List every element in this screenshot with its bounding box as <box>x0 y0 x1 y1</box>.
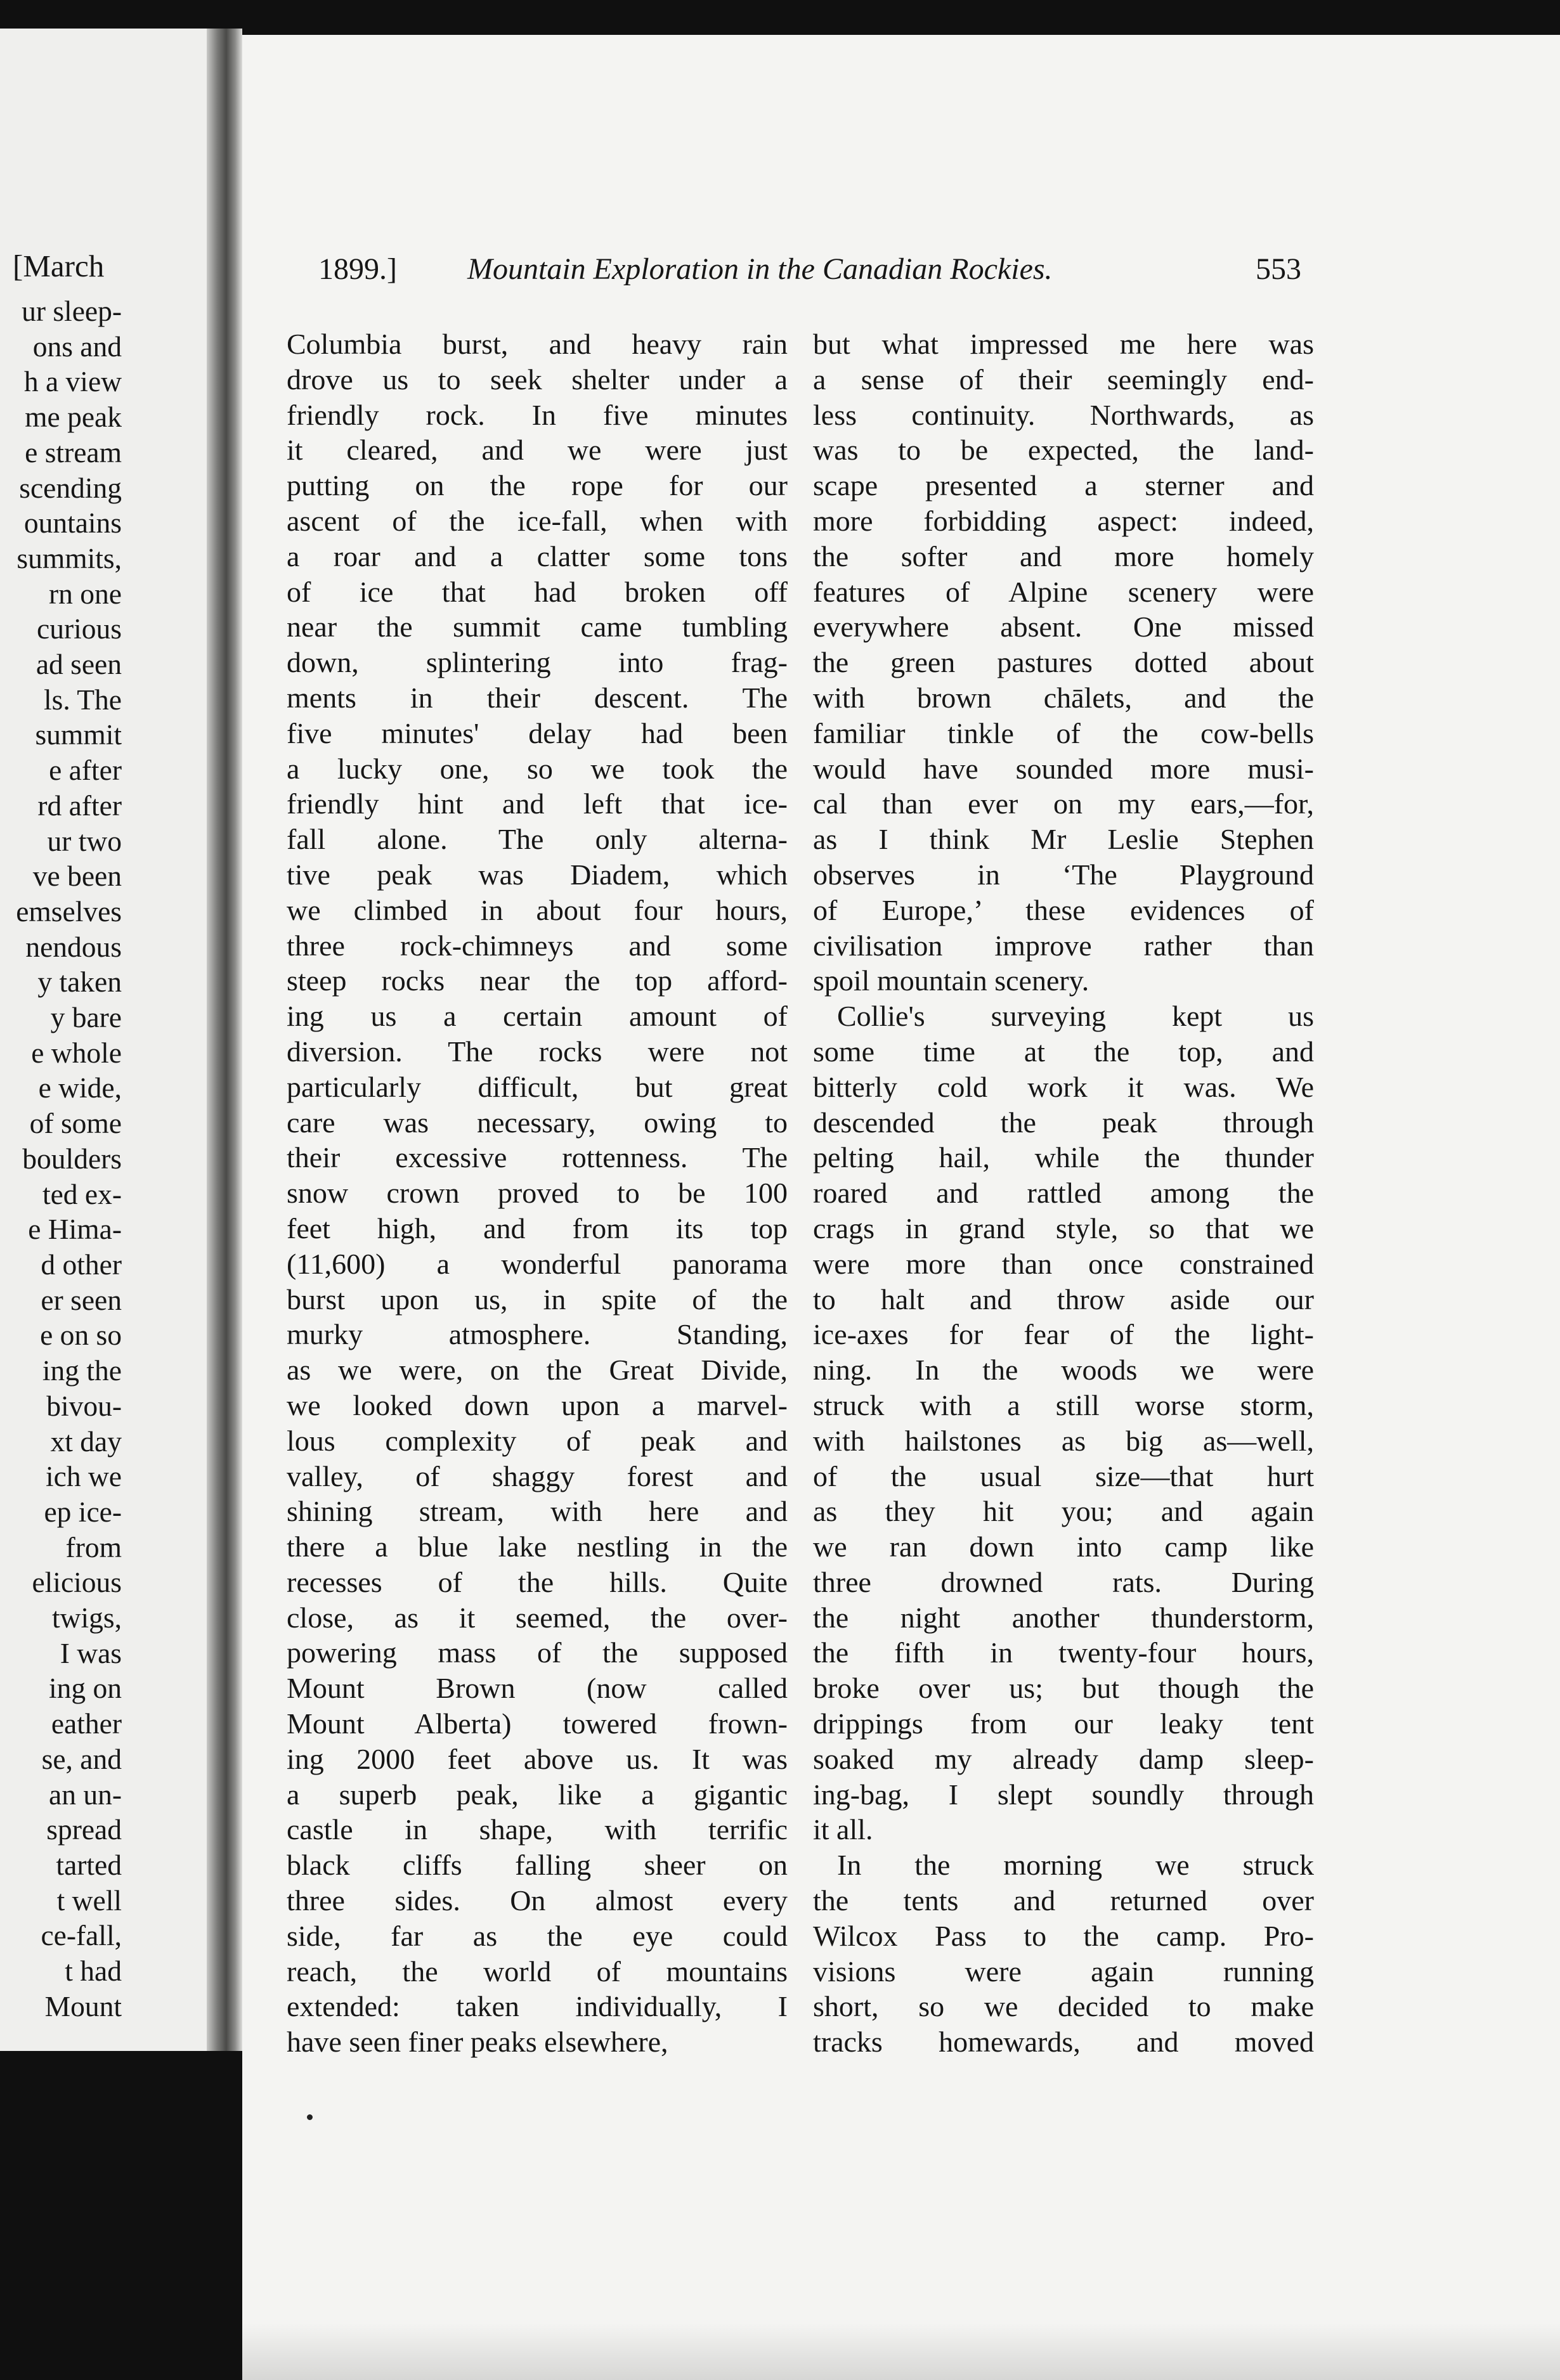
page-shadow <box>242 2323 1560 2380</box>
text-line: roared and rattled among the <box>813 1177 1314 1210</box>
text-line: twigs, <box>52 1601 122 1634</box>
text-line: close, as it seemed, the over- <box>287 1601 788 1634</box>
text-line: there a blue lake nestling in the <box>287 1530 788 1563</box>
text-line: a sense of their seemingly end- <box>813 363 1314 396</box>
running-head-year: 1899.] <box>318 252 397 286</box>
text-line: ich we <box>45 1460 122 1493</box>
text-line: with hailstones as big as—well, <box>813 1424 1314 1457</box>
text-line: Columbia burst, and heavy rain <box>287 328 788 360</box>
text-line: civilisation improve rather than <box>813 929 1314 962</box>
text-line: from <box>65 1530 122 1563</box>
text-line: ur two <box>47 824 122 857</box>
text-line: a lucky one, so we took the <box>287 752 788 785</box>
text-line: summit <box>35 718 122 751</box>
page-number: 553 <box>1256 252 1301 286</box>
text-line: three drowned rats. During <box>813 1565 1314 1598</box>
text-line: d other <box>41 1248 122 1281</box>
text-line: summits, <box>16 541 122 574</box>
text-line: of some <box>29 1107 122 1140</box>
text-line: e stream <box>25 436 122 469</box>
text-line: burst upon us, in spite of the <box>287 1283 788 1316</box>
text-line: some time at the top, and <box>813 1035 1314 1068</box>
text-line: snow crown proved to be 100 <box>287 1177 788 1210</box>
text-line: familiar tinkle of the cow-bells <box>813 716 1314 749</box>
text-line: eather <box>51 1707 122 1740</box>
text-line: ls. The <box>43 683 122 716</box>
text-line: particularly difficult, but great <box>287 1070 788 1103</box>
text-line: elicious <box>32 1566 122 1599</box>
text-line: with brown chālets, and the <box>813 681 1314 714</box>
text-line: we ran down into camp like <box>813 1530 1314 1563</box>
text-line: broke over us; but though the <box>813 1672 1314 1705</box>
text-line: descended the peak through <box>813 1106 1314 1139</box>
text-line: ascent of the ice-fall, when with <box>287 504 788 537</box>
text-line: ce-fall, <box>41 1919 122 1952</box>
text-line: features of Alpine scenery were <box>813 575 1314 608</box>
text-line: Wilcox Pass to the camp. Pro- <box>813 1919 1314 1952</box>
text-line: was to be expected, the land- <box>813 434 1314 467</box>
text-line: reach, the world of mountains <box>287 1955 788 1988</box>
text-line: drove us to seek shelter under a <box>287 363 788 396</box>
text-line: powering mass of the supposed <box>287 1636 788 1669</box>
running-head-title: Mountain Exploration in the Canadian Rockies. <box>467 252 1053 286</box>
text-line: ing 2000 feet above us. It was <box>287 1742 788 1775</box>
text-line: of Europe,’ these evidences of <box>813 893 1314 926</box>
text-line: bitterly cold work it was. We <box>813 1070 1314 1103</box>
text-line: cal than ever on my ears,—for, <box>813 787 1314 820</box>
text-line: t had <box>65 1955 122 1988</box>
text-line: curious <box>37 612 122 645</box>
text-line: ing-bag, I slept soundly through <box>813 1778 1314 1811</box>
text-line: to halt and throw aside our <box>813 1283 1314 1316</box>
text-line: we looked down upon a marvel- <box>287 1388 788 1421</box>
text-line: it all. <box>813 1813 873 1846</box>
text-line: a superb peak, like a gigantic <box>287 1778 788 1811</box>
text-line: everywhere absent. One missed <box>813 611 1314 644</box>
text-line: e on so <box>40 1319 122 1352</box>
text-line: side, far as the eye could <box>287 1919 788 1952</box>
text-column-right <box>813 327 1314 2060</box>
text-line: putting on the rope for our <box>287 469 788 502</box>
text-line: ning. In the woods we were <box>813 1354 1314 1387</box>
text-line: their excessive rottenness. The <box>287 1141 788 1174</box>
text-line: scape presented a sterner and <box>813 469 1314 502</box>
text-line: as they hit you; and again <box>813 1495 1314 1528</box>
text-line: recesses of the hills. Quite <box>287 1565 788 1598</box>
text-line: tive peak was Diadem, which <box>287 858 788 891</box>
text-line: pelting hail, while the thunder <box>813 1141 1314 1174</box>
text-line: e wide, <box>38 1071 122 1104</box>
text-line: three sides. On almost every <box>287 1884 788 1917</box>
text-line: boulders <box>22 1142 122 1175</box>
text-line: I was <box>60 1636 122 1669</box>
text-line: se, and <box>41 1742 122 1775</box>
text-line: t well <box>56 1884 122 1917</box>
text-line: ments in their descent. The <box>287 681 788 714</box>
text-line: shining stream, with here and <box>287 1495 788 1528</box>
text-line: have seen finer peaks elsewhere, <box>287 2026 668 2059</box>
book-gutter <box>207 29 242 2051</box>
text-line: ve been <box>32 860 122 893</box>
text-line: Mount <box>44 1989 122 2022</box>
text-line: tarted <box>56 1848 122 1881</box>
text-line: h a view <box>23 365 122 398</box>
text-line: more forbidding aspect: indeed, <box>813 504 1314 537</box>
page-553 <box>242 35 1560 2380</box>
text-line: nendous <box>25 930 122 963</box>
ink-speck <box>307 2114 313 2120</box>
text-line: spoil mountain scenery. <box>813 964 1089 997</box>
text-line: drippings from our leaky tent <box>813 1707 1314 1740</box>
text-line: valley, of shaggy forest and <box>287 1459 788 1492</box>
text-line: scending <box>19 471 122 504</box>
text-line: the tents and returned over <box>813 1884 1314 1917</box>
text-line: struck with a still worse storm, <box>813 1388 1314 1421</box>
text-line: but what impressed me here was <box>813 328 1314 360</box>
text-line: bivou- <box>46 1389 122 1422</box>
text-line: ice-axes for fear of the light- <box>813 1318 1314 1351</box>
text-line: less continuity. Northwards, as <box>813 398 1314 431</box>
text-line: ing us a certain amount of <box>287 1000 788 1033</box>
text-line: as we were, on the Great Divide, <box>287 1354 788 1387</box>
text-line: the night another thunderstorm, <box>813 1601 1314 1634</box>
text-line: of the usual size—that hurt <box>813 1459 1314 1492</box>
text-line: would have sounded more musi- <box>813 752 1314 785</box>
text-line: of ice that had broken off <box>287 575 788 608</box>
text-line: ing the <box>42 1354 122 1387</box>
left-page-header: [March <box>13 249 105 283</box>
text-line: ad seen <box>36 648 122 681</box>
text-line: friendly rock. In five minutes <box>287 398 788 431</box>
text-line: five minutes' delay had been <box>287 716 788 749</box>
text-line: (11,600) a wonderful panorama <box>287 1247 788 1280</box>
text-line: the fifth in twenty-four hours, <box>813 1636 1314 1669</box>
text-line: black cliffs falling sheer on <box>287 1849 788 1882</box>
text-line: er seen <box>41 1283 122 1316</box>
text-line: e Hima- <box>28 1213 122 1246</box>
text-line: feet high, and from its top <box>287 1212 788 1245</box>
text-line: care was necessary, owing to <box>287 1106 788 1139</box>
text-line: spread <box>46 1813 122 1846</box>
text-line: diversion. The rocks were not <box>287 1035 788 1068</box>
text-line: extended: taken individually, I <box>287 1990 788 2023</box>
text-line: an un- <box>49 1778 122 1811</box>
text-line: rn one <box>49 577 122 610</box>
text-line: ur sleep- <box>22 295 122 327</box>
text-line: e whole <box>31 1036 122 1069</box>
text-line: we climbed in about four hours, <box>287 893 788 926</box>
text-line: ep ice- <box>44 1495 122 1528</box>
text-column-left <box>287 327 788 2060</box>
text-line: ons and <box>32 330 122 363</box>
text-line: y bare <box>50 1001 122 1034</box>
text-line: friendly hint and left that ice- <box>287 787 788 820</box>
text-line: as I think Mr Leslie Stephen <box>813 823 1314 856</box>
running-head <box>318 252 1301 296</box>
text-line: castle in shape, with terrific <box>287 1813 788 1846</box>
text-line: short, so we decided to make <box>813 1990 1314 2023</box>
text-line: y taken <box>37 966 122 999</box>
text-line: emselves <box>16 895 122 928</box>
text-line: the softer and more homely <box>813 540 1314 572</box>
text-line: steep rocks near the top afford- <box>287 964 788 997</box>
text-line: Collie's surveying kept us <box>837 1000 1314 1033</box>
text-line: xt day <box>50 1425 122 1458</box>
text-line: near the summit came tumbling <box>287 611 788 644</box>
text-line: visions were again running <box>813 1955 1314 1988</box>
text-line: ted ex- <box>42 1177 122 1210</box>
text-line: In the morning we struck <box>837 1849 1314 1882</box>
text-line: the green pastures dotted about <box>813 646 1314 679</box>
left-page-text <box>16 294 122 2024</box>
text-line: Mount Alberta) towered frown- <box>287 1707 788 1740</box>
text-line: Mount Brown (now called <box>287 1672 788 1705</box>
text-line: me peak <box>25 401 122 434</box>
text-line: were more than once constrained <box>813 1247 1314 1280</box>
text-line: murky atmosphere. Standing, <box>287 1318 788 1351</box>
text-line: crags in grand style, so that we <box>813 1212 1314 1245</box>
text-line: down, splintering into frag- <box>287 646 788 679</box>
text-line: three rock-chimneys and some <box>287 929 788 962</box>
text-line: observes in ‘The Playground <box>813 858 1314 891</box>
text-line: tracks homewards, and moved <box>813 2026 1314 2059</box>
text-line: ountains <box>23 507 122 540</box>
text-line: ing on <box>48 1672 122 1705</box>
text-line: fall alone. The only alterna- <box>287 823 788 856</box>
facing-page-left <box>0 29 216 2051</box>
text-line: e after <box>49 754 122 787</box>
text-line: a roar and a clatter some tons <box>287 540 788 572</box>
text-line: lous complexity of peak and <box>287 1424 788 1457</box>
text-line: soaked my already damp sleep- <box>813 1742 1314 1775</box>
text-line: it cleared, and we were just <box>287 434 788 467</box>
text-line: rd after <box>37 789 122 822</box>
